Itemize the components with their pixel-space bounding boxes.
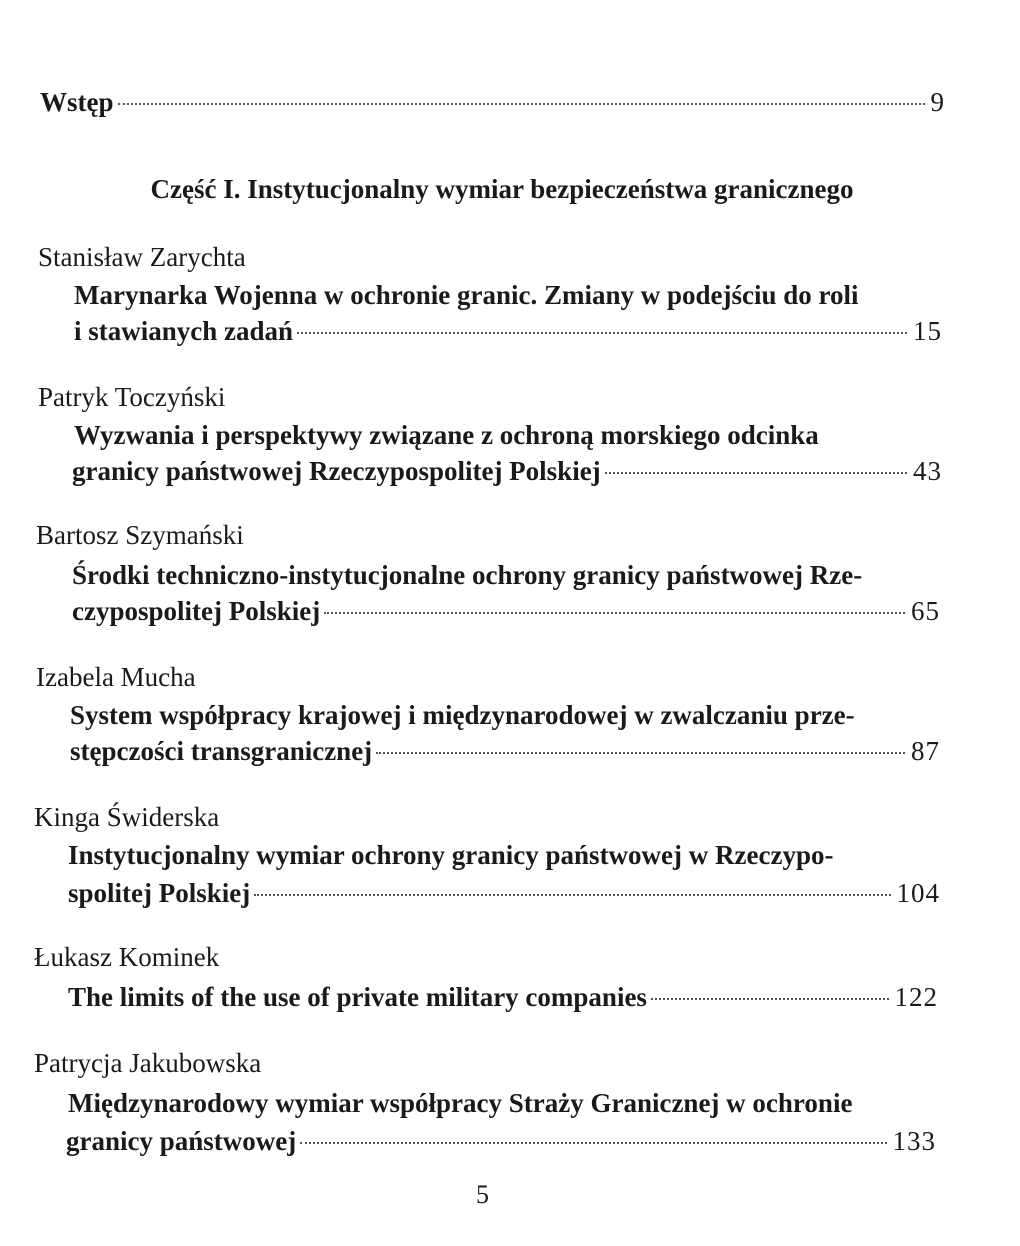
entry-page: 43 <box>913 456 942 486</box>
toc-entry-3 <box>72 594 940 628</box>
entry-author: Patrycja Jakubowska <box>34 1048 262 1078</box>
intro-page: 9 <box>930 87 945 117</box>
entry-title-line: Środki techniczno-instytucjonalne ochrony granicy państwowej Rze- <box>72 560 863 590</box>
section-heading: Część I. Instytucjonalny wymiar bezpieczeństwa granicznego <box>150 174 854 204</box>
entry-title-line: Wyzwania i perspektywy związane z ochroną morskiego odcinka <box>74 420 819 450</box>
entry-author: Stanisław Zarychta <box>38 242 246 272</box>
entry-author: Patryk Toczyński <box>38 382 226 412</box>
toc-entry-5 <box>68 876 940 910</box>
entry-title-line: System współpracy krajowej i międzynarodowej w zwalczaniu prze- <box>70 700 855 730</box>
entry-page: 104 <box>896 878 940 908</box>
entry-author: Łukasz Kominek <box>34 942 220 972</box>
toc-entry-2 <box>72 454 942 488</box>
entry-title-line: czypospolitej Polskiej <box>72 596 321 626</box>
entry-author: Kinga Świderska <box>34 802 220 832</box>
entry-page: 15 <box>913 316 942 346</box>
toc-entry-intro <box>40 85 945 119</box>
entry-page: 87 <box>911 736 940 766</box>
entry-title-line: spolitej Polskiej <box>68 878 251 908</box>
leader-dots <box>651 998 889 1000</box>
entry-title-line: granicy państwowej Rzeczypospolitej Polskiej <box>72 456 601 486</box>
leader-dots <box>118 103 925 105</box>
entry-author: Izabela Mucha <box>36 662 196 692</box>
toc-entry-1 <box>74 314 942 348</box>
entry-title-line: stępczości transgranicznej <box>70 736 373 766</box>
entry-title-line: The limits of the use of private military companies <box>68 982 647 1012</box>
entry-title-line: Marynarka Wojenna w ochronie granic. Zmiany w podejściu do roli <box>74 280 859 310</box>
entry-title-line: i stawianych zadań <box>74 316 294 346</box>
leader-dots <box>297 332 907 334</box>
entry-page: 122 <box>894 982 938 1012</box>
toc-entry-4 <box>70 734 940 768</box>
entry-author: Bartosz Szymański <box>36 520 244 550</box>
page-number: 5 <box>476 1180 489 1209</box>
toc-entry-7 <box>66 1124 936 1158</box>
leader-dots <box>300 1142 886 1144</box>
leader-dots <box>324 612 905 614</box>
intro-label: Wstęp <box>40 87 114 117</box>
leader-dots <box>254 894 890 896</box>
entry-page: 65 <box>911 596 940 626</box>
leader-dots <box>605 472 907 474</box>
entry-title-line: granicy państwowej <box>66 1126 297 1156</box>
toc-entry-6 <box>68 980 938 1014</box>
entry-page: 133 <box>892 1126 936 1156</box>
entry-title-line: Międzynarodowy wymiar współpracy Straży Granicznej w ochronie <box>68 1088 853 1118</box>
entry-title-line: Instytucjonalny wymiar ochrony granicy państwowej w Rzeczypo- <box>68 840 834 870</box>
leader-dots <box>376 752 905 754</box>
